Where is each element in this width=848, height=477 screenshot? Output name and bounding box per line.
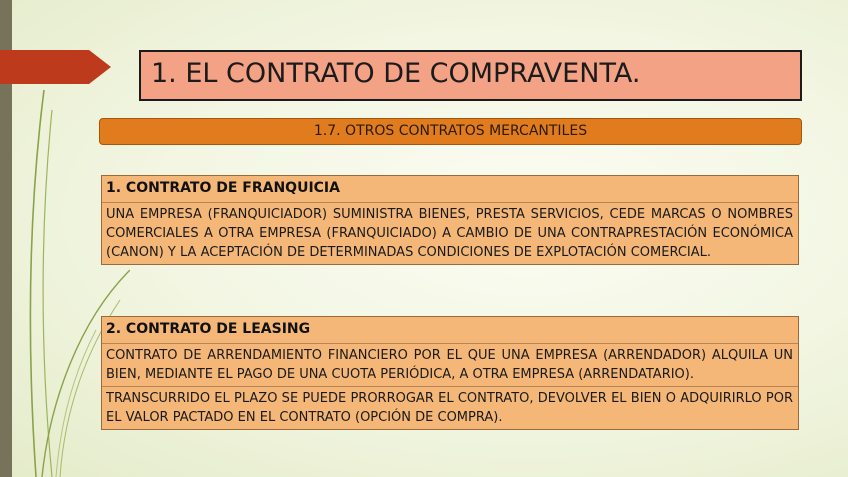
slide-title: 1. EL CONTRATO DE COMPRAVENTA. (151, 58, 641, 89)
title-arrow-marker (0, 50, 111, 84)
leasing-heading: 2. CONTRATO DE LEASING (102, 317, 798, 344)
title-box (139, 50, 802, 101)
subtitle-bar: 1.7. OTROS CONTRATOS MERCANTILES (99, 118, 802, 145)
franquicia-heading: 1. CONTRATO DE FRANQUICIA (102, 176, 798, 203)
leasing-description: CONTRATO DE ARRENDAMIENTO FINANCIERO POR EL QUE UNA EMPRESA (ARRENDADOR) ALQUILA UN BIEN, MEDIANTE EL PAGO DE UNA CUOTA PERIÓDICA, A OTRA EMPRESA (ARRENDATARIO). (102, 344, 798, 387)
franquicia-description: UNA EMPRESA (FRANQUICIADOR) SUMINISTRA BIENES, PRESTA SERVICIOS, CEDE MARCAS O NOMBRES COMERCIALES A OTRA EMPRESA (FRANQUICIADO) A CAMBIO DE UNA CONTRAPRESTACIÓN ECONÓMICA (CANON) Y LA ACEPTACIÓN DE DETERMINADAS CONDICIONES DE EXPLOTACIÓN COMERCIAL. (102, 203, 798, 264)
leasing-table (101, 316, 799, 430)
franquicia-table (101, 175, 799, 265)
leasing-options: TRANSCURRIDO EL PLAZO SE PUEDE PRORROGAR EL CONTRATO, DEVOLVER EL BIEN O ADQUIRIRLO POR EL VALOR PACTADO EN EL CONTRATO (OPCIÓN DE COMPRA). (102, 387, 798, 429)
